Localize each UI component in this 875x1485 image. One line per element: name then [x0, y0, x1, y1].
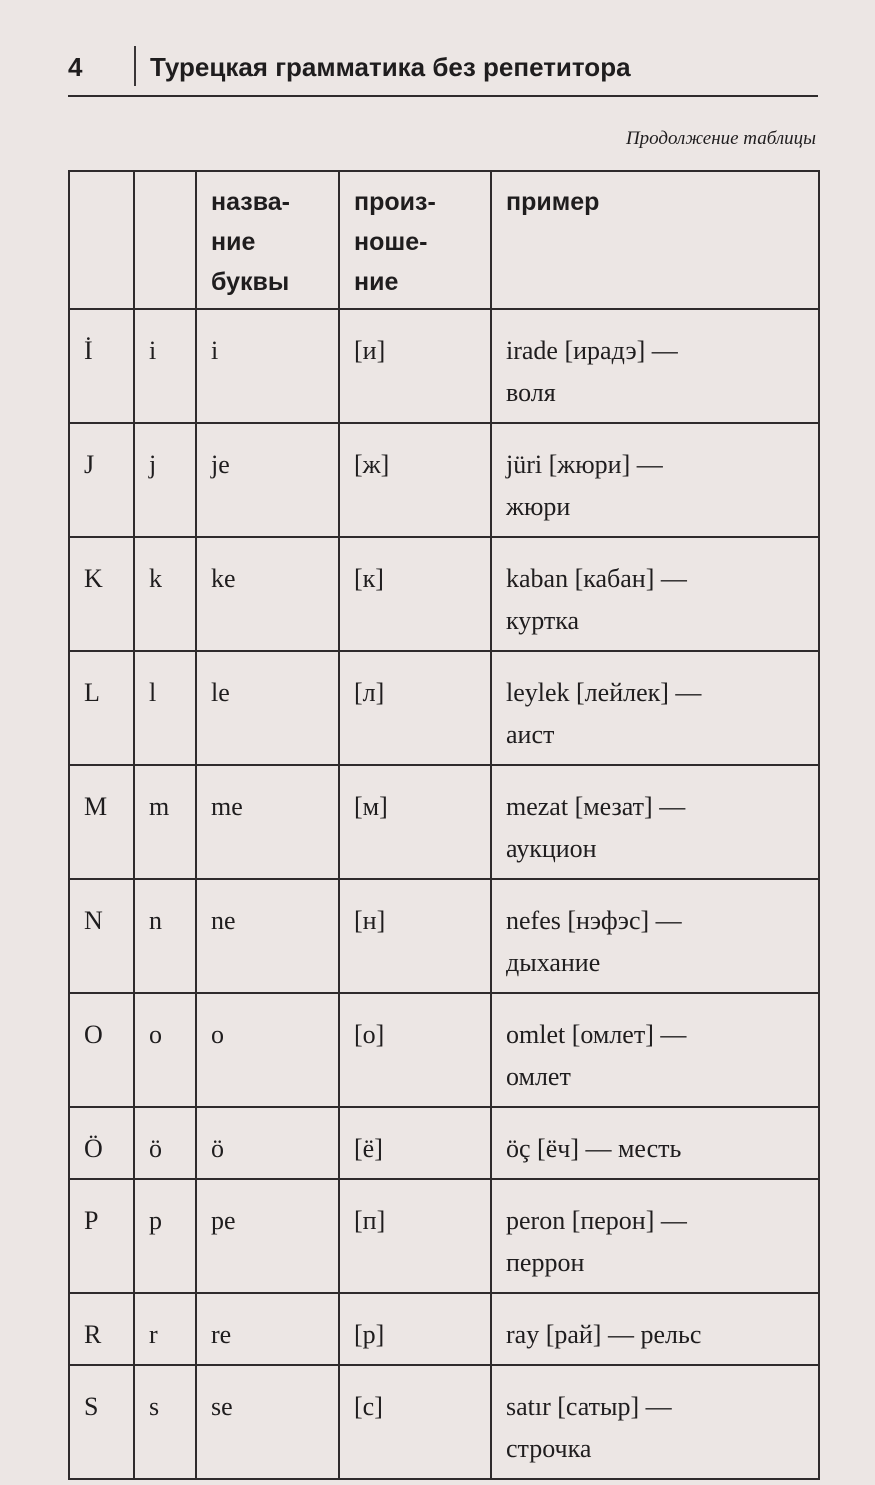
- example-text-line: jüri [жюри] —: [506, 450, 663, 479]
- letter-uppercase: R: [69, 1293, 134, 1365]
- column-header-letter-name: [196, 171, 339, 309]
- example-text-line: омлет: [506, 1062, 571, 1091]
- table-row: [69, 651, 819, 765]
- letter-lowercase: k: [134, 537, 196, 651]
- letter-lowercase: o: [134, 993, 196, 1107]
- letter-name: ö: [196, 1107, 339, 1179]
- letter-pronunciation: [р]: [339, 1293, 491, 1365]
- letter-name: se: [196, 1365, 339, 1479]
- letter-name: re: [196, 1293, 339, 1365]
- letter-name: me: [196, 765, 339, 879]
- header-text-line: произ-: [354, 188, 436, 216]
- example-text-line: omlet [омлет] —: [506, 1020, 687, 1049]
- letter-name: i: [196, 309, 339, 423]
- letter-name: o: [196, 993, 339, 1107]
- example-text-line: irade [ирадэ] —: [506, 336, 678, 365]
- letter-example: [491, 309, 819, 423]
- letter-pronunciation: [ж]: [339, 423, 491, 537]
- letter-pronunciation: [о]: [339, 993, 491, 1107]
- column-header-pronunciation: [339, 171, 491, 309]
- table-row: [69, 879, 819, 993]
- header-text-line: ноше-: [354, 228, 428, 256]
- letter-example: [491, 1365, 819, 1479]
- page-header: [68, 46, 818, 96]
- example-text-line: перрон: [506, 1248, 585, 1277]
- example-text-line: mezat [мезат] —: [506, 792, 686, 821]
- example-text-line: ray [рай] — рельс: [506, 1320, 702, 1349]
- letter-uppercase: P: [69, 1179, 134, 1293]
- letter-pronunciation: [м]: [339, 765, 491, 879]
- header-text-line: назва-: [211, 188, 291, 216]
- table-row: [69, 1179, 819, 1293]
- letter-example: [491, 1107, 819, 1179]
- letter-example: [491, 993, 819, 1107]
- letter-pronunciation: [ё]: [339, 1107, 491, 1179]
- letter-lowercase: r: [134, 1293, 196, 1365]
- letter-lowercase: ö: [134, 1107, 196, 1179]
- letter-name: je: [196, 423, 339, 537]
- letter-example: [491, 765, 819, 879]
- letter-name: pe: [196, 1179, 339, 1293]
- letter-name: ke: [196, 537, 339, 651]
- example-text-line: воля: [506, 378, 556, 407]
- example-text-line: satır [сатыр] —: [506, 1392, 672, 1421]
- example-text-line: öç [ёч] — месть: [506, 1134, 682, 1163]
- header-text-line: буквы: [211, 268, 290, 296]
- letter-name: le: [196, 651, 339, 765]
- table-row: [69, 1293, 819, 1365]
- letter-name: ne: [196, 879, 339, 993]
- letter-uppercase: M: [69, 765, 134, 879]
- letter-example: [491, 423, 819, 537]
- letter-uppercase: J: [69, 423, 134, 537]
- column-header-example: [491, 171, 819, 309]
- example-text-line: аист: [506, 720, 555, 749]
- header-separator: [134, 46, 136, 86]
- letter-example: [491, 879, 819, 993]
- example-text-line: nefes [нэфэс] —: [506, 906, 682, 935]
- table-row: [69, 423, 819, 537]
- letter-uppercase: Ö: [69, 1107, 134, 1179]
- letter-lowercase: s: [134, 1365, 196, 1479]
- table-body: [69, 309, 819, 1479]
- example-text-line: leylek [лейлек] —: [506, 678, 702, 707]
- letter-uppercase: N: [69, 879, 134, 993]
- letter-pronunciation: [и]: [339, 309, 491, 423]
- letter-example: [491, 537, 819, 651]
- letter-lowercase: i: [134, 309, 196, 423]
- letter-pronunciation: [п]: [339, 1179, 491, 1293]
- header-text-line: пример: [506, 188, 600, 216]
- column-header-uppercase: [69, 171, 134, 309]
- table-row: [69, 765, 819, 879]
- example-text-line: дыхание: [506, 948, 601, 977]
- letter-uppercase: K: [69, 537, 134, 651]
- alphabet-table: [68, 170, 820, 1480]
- letter-lowercase: n: [134, 879, 196, 993]
- example-text-line: куртка: [506, 606, 580, 635]
- example-text-line: строчка: [506, 1434, 592, 1463]
- letter-lowercase: j: [134, 423, 196, 537]
- page-number: 4: [68, 52, 83, 82]
- table-row: [69, 309, 819, 423]
- letter-pronunciation: [л]: [339, 651, 491, 765]
- example-text-line: peron [перон] —: [506, 1206, 687, 1235]
- letter-uppercase: O: [69, 993, 134, 1107]
- example-text-line: kaban [кабан] —: [506, 564, 687, 593]
- book-title: Турецкая грамматика без репетитора: [150, 52, 631, 82]
- example-text-line: аукцион: [506, 834, 597, 863]
- letter-lowercase: l: [134, 651, 196, 765]
- letter-lowercase: m: [134, 765, 196, 879]
- table-row: [69, 537, 819, 651]
- letter-lowercase: p: [134, 1179, 196, 1293]
- letter-example: [491, 1179, 819, 1293]
- table-row: [69, 993, 819, 1107]
- header-text-line: ние: [354, 268, 399, 296]
- letter-example: [491, 651, 819, 765]
- table-row: [69, 1365, 819, 1479]
- header-rule: [68, 95, 818, 97]
- letter-pronunciation: [н]: [339, 879, 491, 993]
- continuation-note: Продолжение таблицы: [625, 128, 816, 149]
- letter-uppercase: L: [69, 651, 134, 765]
- letter-uppercase: S: [69, 1365, 134, 1479]
- letter-uppercase: İ: [69, 309, 134, 423]
- column-header-lowercase: [134, 171, 196, 309]
- letter-example: [491, 1293, 819, 1365]
- letter-pronunciation: [к]: [339, 537, 491, 651]
- example-text-line: жюри: [506, 492, 571, 521]
- table-row: [69, 1107, 819, 1179]
- letter-pronunciation: [с]: [339, 1365, 491, 1479]
- header-text-line: ние: [211, 228, 256, 256]
- table-header-row: [69, 171, 819, 309]
